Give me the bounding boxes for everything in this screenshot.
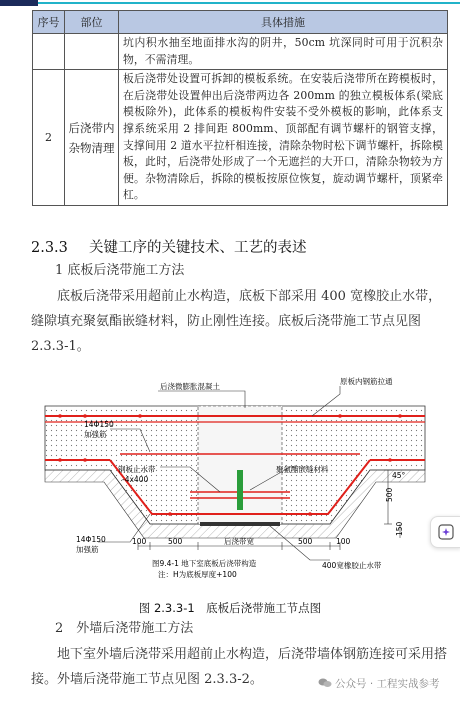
table-row bbox=[33, 34, 448, 70]
dim-500-left: 500 bbox=[168, 537, 183, 546]
dim-band-width: 后浇带宽 bbox=[224, 537, 254, 546]
sparkle-icon bbox=[438, 524, 454, 540]
paragraph-bottom-slab bbox=[31, 284, 451, 359]
measures-table bbox=[32, 10, 448, 206]
row2-measure: 板后浇带处设置可拆卸的模板系统。在安装后浇带所在跨模板时，在后浇带处设置伸出后浇带两边各 200mm 的独立模板体系(梁底模板除外)，此体系的模板构件安装不受外模板的影响，此体系支撑系统采用 2 排间距 800mm、顶部配有调节螺杆的钢管支撑，支撑间用 2 道水平拉杆相连接，清除杂物时松下调节螺杆，拆除模板，此时，后浇带处形成了一个无遮拦的大开口，清除杂物较为方便。杂物清除后，拆除的模板按原位恢复，旋动调节螺杆，顶紧牵杠。 bbox=[119, 70, 448, 206]
label-concrete: 后浇微膨胀混凝土 bbox=[160, 382, 220, 391]
section-title: 关键工序的关键技术、工艺的表述 bbox=[89, 240, 307, 256]
post-pour-strip-diagram bbox=[40, 374, 440, 594]
top-accent-line bbox=[38, 2, 460, 4]
row2-no: 2 bbox=[33, 70, 65, 206]
section-heading bbox=[31, 236, 307, 257]
dim-150: 150 bbox=[395, 521, 404, 536]
dim-45: 45° bbox=[392, 471, 406, 480]
figure-caption: 图 2.3.3-1 底板后浇带施工节点图 bbox=[138, 601, 322, 615]
table-row bbox=[33, 70, 448, 206]
paragraph-outer-wall-text: 地下室外墙后浇带采用超前止水构造，后浇带墙体钢筋连接可采用搭接。外墙后浇带施工节点见图 2.3.3-2。 bbox=[31, 647, 448, 687]
subheading-bottom-slab: 1 底板后浇带施工方法 bbox=[55, 263, 185, 278]
watermark bbox=[318, 676, 440, 691]
row1-part bbox=[65, 34, 119, 70]
dim-100-right: 100 bbox=[336, 537, 351, 546]
wechat-icon bbox=[318, 678, 332, 688]
paragraph-bottom-slab-text: 底板后浇带采用超前止水构造，底板下部采用 400 宽橡胶止水带，缝隙填充聚氨酯嵌缝材料，防止刚性连接。底板后浇带施工节点见图 2.3.3-1。 bbox=[31, 289, 442, 354]
label-steel-waterstop: 钢板止水带 bbox=[118, 465, 156, 474]
label-tie-bar: 原板内钢筋拉通 bbox=[340, 377, 393, 386]
row1-measure: 坑内积水抽至地面排水沟的阴井，50cm 坑深同时可用于沉积杂物，不需清理。 bbox=[119, 34, 448, 70]
top-accent-block bbox=[0, 0, 38, 6]
subheading-outer-wall: 2 外墙后浇带施工方法 bbox=[55, 621, 194, 636]
label-rebar-bottom: 14Φ150 bbox=[76, 535, 106, 544]
label-reinforce-top: 加强筋 bbox=[84, 430, 107, 439]
row2-part: 后浇带内杂物清理 bbox=[65, 70, 119, 206]
rubber-waterstop bbox=[200, 522, 280, 526]
floating-ai-button[interactable] bbox=[430, 516, 460, 548]
inner-note: 注：H为底板厚度+100 bbox=[158, 570, 237, 579]
inner-title: 图9.4-1 地下室底板后浇带构造 bbox=[152, 559, 257, 568]
header-no: 序号 bbox=[33, 11, 65, 34]
table-header-row bbox=[33, 11, 448, 34]
label-waterstop-size: -4x400 bbox=[122, 475, 149, 484]
label-rebar-top: 14Φ150 bbox=[84, 420, 114, 429]
steel-waterstop bbox=[237, 470, 243, 510]
top-accent-bar bbox=[0, 0, 460, 6]
dim-100-left: 100 bbox=[132, 537, 147, 546]
row1-no bbox=[33, 34, 65, 70]
section-number: 2.3.3 bbox=[31, 240, 68, 256]
label-rubber-waterstop: 400宽橡胶止水带 bbox=[322, 561, 382, 570]
label-sealant: 聚氨酯嵌缝材料 bbox=[276, 465, 329, 474]
dim-500-right: 500 bbox=[298, 537, 313, 546]
watermark-text: 公众号 · 工程实战参考 bbox=[335, 678, 440, 690]
header-part: 部位 bbox=[65, 11, 119, 34]
header-measures: 具体措施 bbox=[119, 11, 448, 34]
dim-500-v: 500 bbox=[385, 487, 394, 502]
label-reinforce-bottom: 加强筋 bbox=[76, 545, 99, 554]
